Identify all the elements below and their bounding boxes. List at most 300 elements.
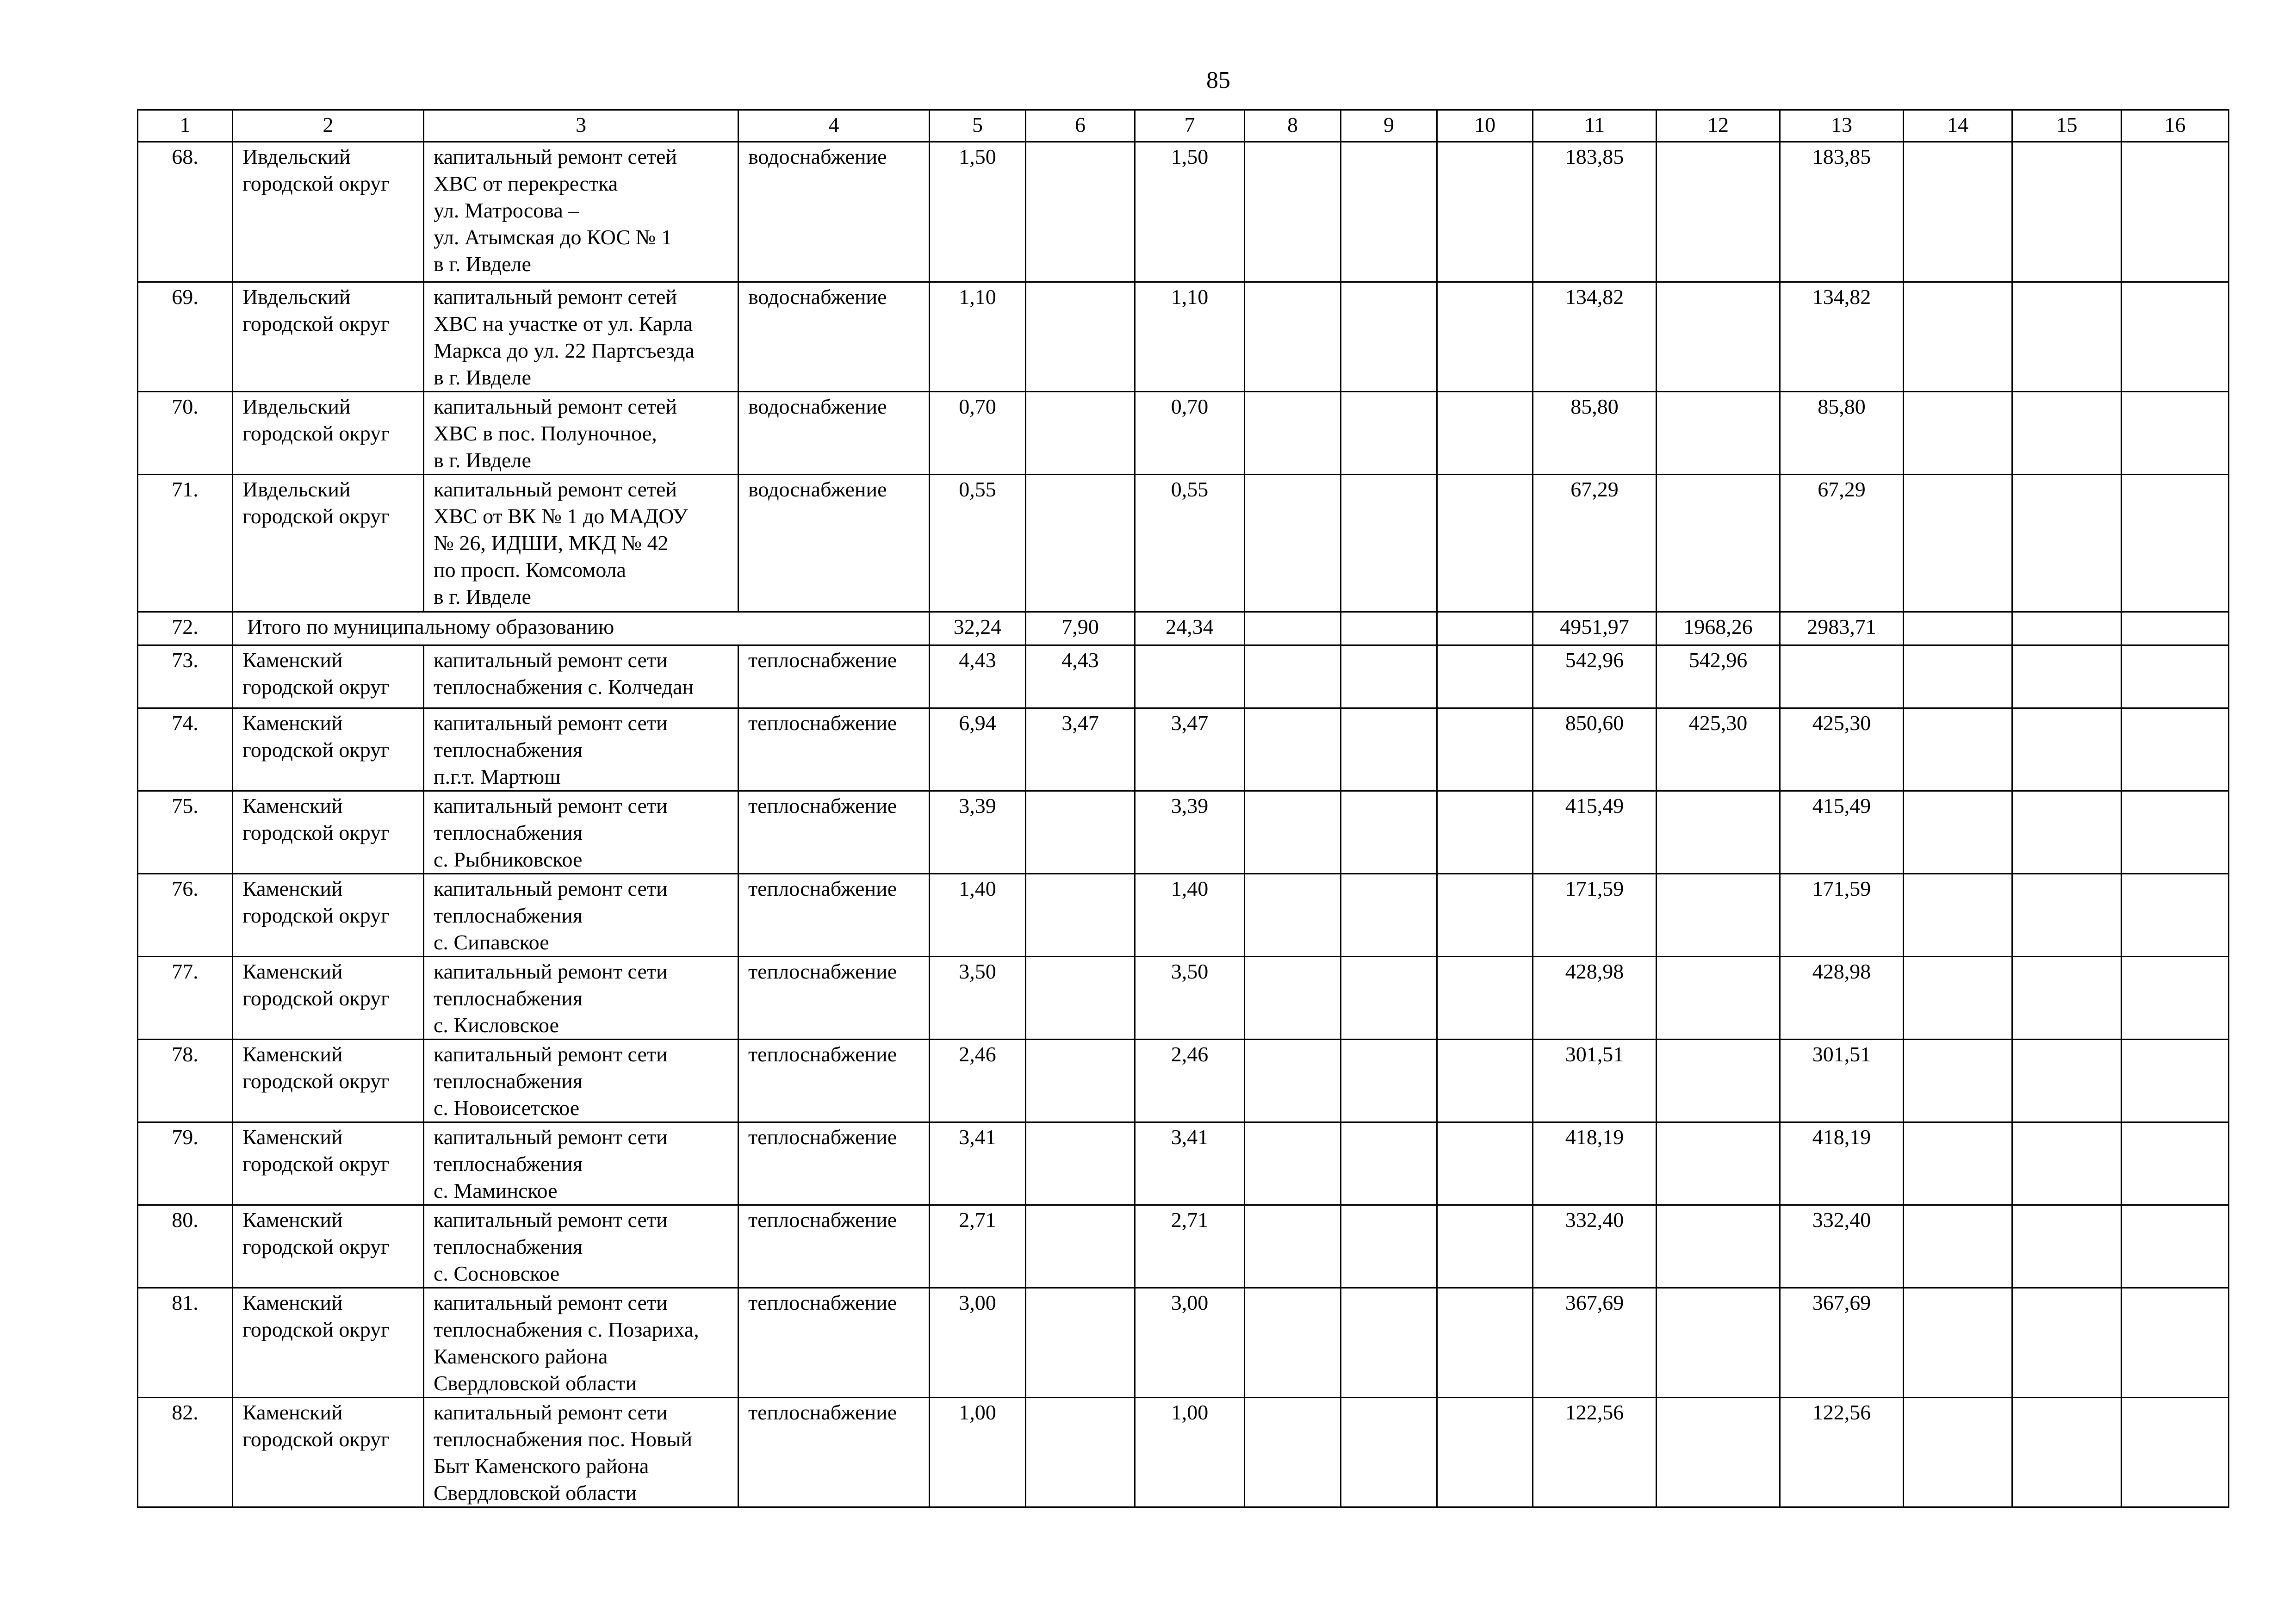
column-header: 1 <box>138 110 233 142</box>
utility-type: водоснабжение <box>738 282 930 392</box>
value-col-6 <box>1026 142 1135 282</box>
value-col-7 <box>1135 645 1245 708</box>
value-col-12 <box>1657 874 1780 957</box>
value-col-9 <box>1341 1398 1437 1507</box>
value-col-9 <box>1341 612 1437 645</box>
value-col-13: 134,82 <box>1780 282 1904 392</box>
value-col-6 <box>1026 791 1135 874</box>
project-description-line: ХВС на участке от ул. Карла <box>434 312 693 335</box>
municipality <box>233 874 424 957</box>
utility-type: водоснабжение <box>738 475 930 612</box>
municipality <box>233 1288 424 1398</box>
project-description-line: Быт Каменского района <box>434 1454 649 1478</box>
municipality-line: городской округ <box>242 421 390 445</box>
value-col-16 <box>2122 1040 2229 1122</box>
value-col-14 <box>1904 142 2012 282</box>
value-col-15 <box>2012 1040 2122 1122</box>
value-col-8 <box>1245 282 1341 392</box>
value-col-14 <box>1904 1288 2012 1398</box>
value-col-11: 4951,97 <box>1533 612 1657 645</box>
project-description-line: ул. Матросова – <box>434 198 579 222</box>
value-col-16 <box>2122 791 2229 874</box>
value-col-8 <box>1245 1398 1341 1507</box>
project-description-line: капитальный ремонт сети <box>434 877 668 900</box>
project-description-line: капитальный ремонт сети <box>434 1208 668 1232</box>
project-description-line: теплоснабжения с. Позариха, <box>434 1318 699 1341</box>
value-col-15 <box>2012 645 2122 708</box>
project-description-line: с. Сипавское <box>434 930 549 954</box>
project-description <box>424 874 738 957</box>
municipality-line: Каменский <box>242 960 343 983</box>
table-row <box>138 791 2229 874</box>
value-col-15 <box>2012 957 2122 1040</box>
value-col-13 <box>1780 645 1904 708</box>
project-description <box>424 957 738 1040</box>
municipality-line: Каменский <box>242 711 343 735</box>
value-col-6: 4,43 <box>1026 645 1135 708</box>
project-description-line: теплоснабжения <box>434 1152 583 1176</box>
project-description-line: ХВС от ВК № 1 до МАДОУ <box>434 504 688 528</box>
value-col-10 <box>1437 1122 1533 1205</box>
value-col-9 <box>1341 392 1437 475</box>
project-description-line: Свердловской области <box>434 1481 637 1505</box>
municipality-line: Каменский <box>242 877 343 900</box>
row-number: 75. <box>138 791 233 874</box>
value-col-13: 2983,71 <box>1780 612 1904 645</box>
value-col-16 <box>2122 957 2229 1040</box>
municipality-line: Каменский <box>242 648 343 672</box>
project-description-line: капитальный ремонт сети <box>434 1042 668 1066</box>
value-col-8 <box>1245 1040 1341 1122</box>
value-col-8 <box>1245 791 1341 874</box>
value-col-14 <box>1904 645 2012 708</box>
value-col-7: 2,46 <box>1135 1040 1245 1122</box>
column-header: 8 <box>1245 110 1341 142</box>
value-col-15 <box>2012 1205 2122 1288</box>
value-col-9 <box>1341 1040 1437 1122</box>
table-row <box>138 1288 2229 1398</box>
value-col-15 <box>2012 142 2122 282</box>
project-description-line: теплоснабжения <box>434 738 583 762</box>
value-col-12 <box>1657 957 1780 1040</box>
value-col-10 <box>1437 957 1533 1040</box>
municipality-line: Каменский <box>242 1125 343 1149</box>
value-col-9 <box>1341 1288 1437 1398</box>
project-description-line: с. Кисловское <box>434 1013 559 1037</box>
project-description-line: в г. Ивделе <box>434 448 531 472</box>
column-header: 16 <box>2122 110 2229 142</box>
value-col-7: 0,55 <box>1135 475 1245 612</box>
project-description-line: капитальный ремонт сети <box>434 648 668 672</box>
project-description <box>424 282 738 392</box>
municipality-line: городской округ <box>242 675 390 699</box>
municipality-line: городской округ <box>242 504 390 528</box>
value-col-7: 1,50 <box>1135 142 1245 282</box>
value-col-6 <box>1026 1040 1135 1122</box>
value-col-6: 3,47 <box>1026 708 1135 791</box>
value-col-11: 850,60 <box>1533 708 1657 791</box>
table-row <box>138 1122 2229 1205</box>
value-col-13: 418,19 <box>1780 1122 1904 1205</box>
value-col-12 <box>1657 142 1780 282</box>
value-col-5: 32,24 <box>930 612 1026 645</box>
value-col-11: 134,82 <box>1533 282 1657 392</box>
project-description-line: капитальный ремонт сети <box>434 1125 668 1149</box>
value-col-13: 301,51 <box>1780 1040 1904 1122</box>
value-col-8 <box>1245 708 1341 791</box>
row-number: 71. <box>138 475 233 612</box>
column-header: 15 <box>2012 110 2122 142</box>
value-col-14 <box>1904 282 2012 392</box>
value-col-7: 1,10 <box>1135 282 1245 392</box>
utility-type: теплоснабжение <box>738 708 930 791</box>
municipality <box>233 142 424 282</box>
value-col-8 <box>1245 392 1341 475</box>
value-col-14 <box>1904 1040 2012 1122</box>
column-header: 5 <box>930 110 1026 142</box>
value-col-9 <box>1341 791 1437 874</box>
utility-type: теплоснабжение <box>738 874 930 957</box>
row-number: 77. <box>138 957 233 1040</box>
value-col-9 <box>1341 874 1437 957</box>
municipality-line: Ивдельский <box>242 145 351 168</box>
table-row <box>138 874 2229 957</box>
value-col-12 <box>1657 1122 1780 1205</box>
value-col-14 <box>1904 957 2012 1040</box>
project-description-line: ул. Атымская до КОС № 1 <box>434 225 672 249</box>
municipality <box>233 282 424 392</box>
utility-type: теплоснабжение <box>738 1398 930 1507</box>
column-header: 9 <box>1341 110 1437 142</box>
value-col-15 <box>2012 475 2122 612</box>
value-col-11: 67,29 <box>1533 475 1657 612</box>
value-col-7: 1,40 <box>1135 874 1245 957</box>
value-col-10 <box>1437 1205 1533 1288</box>
value-col-13: 425,30 <box>1780 708 1904 791</box>
value-col-16 <box>2122 874 2229 957</box>
project-description-line: по просп. Комсомола <box>434 558 626 582</box>
value-col-13: 67,29 <box>1780 475 1904 612</box>
value-col-8 <box>1245 1205 1341 1288</box>
value-col-12 <box>1657 282 1780 392</box>
value-col-12: 425,30 <box>1657 708 1780 791</box>
project-description <box>424 708 738 791</box>
table-row <box>138 142 2229 282</box>
utility-type: теплоснабжение <box>738 1205 930 1288</box>
project-description-line: капитальный ремонт сети <box>434 794 668 818</box>
value-col-5: 1,50 <box>930 142 1026 282</box>
page-number: 85 <box>1206 67 1230 93</box>
value-col-14 <box>1904 1122 2012 1205</box>
table-row <box>138 957 2229 1040</box>
value-col-11: 428,98 <box>1533 957 1657 1040</box>
value-col-12 <box>1657 475 1780 612</box>
value-col-12: 542,96 <box>1657 645 1780 708</box>
municipality-line: Каменский <box>242 1208 343 1232</box>
value-col-12 <box>1657 791 1780 874</box>
value-col-15 <box>2012 282 2122 392</box>
value-col-6: 7,90 <box>1026 612 1135 645</box>
value-col-9 <box>1341 1122 1437 1205</box>
column-header: 13 <box>1780 110 1904 142</box>
value-col-10 <box>1437 708 1533 791</box>
table-row <box>138 612 2229 645</box>
project-description <box>424 475 738 612</box>
municipality <box>233 1122 424 1205</box>
investment-table <box>137 109 2229 1508</box>
municipality-line: городской округ <box>242 738 390 762</box>
value-col-5: 2,46 <box>930 1040 1026 1122</box>
municipality <box>233 1398 424 1507</box>
value-col-11: 542,96 <box>1533 645 1657 708</box>
project-description-line: ХВС от перекрестка <box>434 172 618 195</box>
municipality-line: городской округ <box>242 986 390 1010</box>
value-col-15 <box>2012 874 2122 957</box>
column-header: 6 <box>1026 110 1135 142</box>
value-col-6 <box>1026 392 1135 475</box>
value-col-12 <box>1657 392 1780 475</box>
table-row <box>138 1205 2229 1288</box>
value-col-7: 3,00 <box>1135 1288 1245 1398</box>
project-description-line: капитальный ремонт сетей <box>434 395 677 418</box>
value-col-5: 0,70 <box>930 392 1026 475</box>
value-col-9 <box>1341 142 1437 282</box>
value-col-16 <box>2122 475 2229 612</box>
value-col-7: 3,47 <box>1135 708 1245 791</box>
column-header: 14 <box>1904 110 2012 142</box>
value-col-9 <box>1341 475 1437 612</box>
municipality <box>233 957 424 1040</box>
value-col-12 <box>1657 1040 1780 1122</box>
total-label: Итого по муниципальному образованию <box>233 612 930 645</box>
project-description-line: в г. Ивделе <box>434 252 531 276</box>
value-col-14 <box>1904 874 2012 957</box>
column-header: 7 <box>1135 110 1245 142</box>
project-description-line: капитальный ремонт сетей <box>434 145 677 168</box>
value-col-5: 1,10 <box>930 282 1026 392</box>
municipality-line: городской округ <box>242 1427 390 1451</box>
municipality-line: Ивдельский <box>242 395 351 418</box>
value-col-14 <box>1904 791 2012 874</box>
project-description-line: капитальный ремонт сетей <box>434 477 677 501</box>
municipality-line: Ивдельский <box>242 285 351 309</box>
value-col-7: 1,00 <box>1135 1398 1245 1507</box>
value-col-5: 3,41 <box>930 1122 1026 1205</box>
column-header: 2 <box>233 110 424 142</box>
value-col-6 <box>1026 957 1135 1040</box>
table-row <box>138 1040 2229 1122</box>
value-col-15 <box>2012 791 2122 874</box>
column-header: 3 <box>424 110 738 142</box>
project-description-line: ХВС в пос. Полуночное, <box>434 421 657 445</box>
project-description-line: в г. Ивделе <box>434 585 531 608</box>
value-col-8 <box>1245 1122 1341 1205</box>
value-col-7: 3,50 <box>1135 957 1245 1040</box>
project-description-line: Маркса до ул. 22 Партсъезда <box>434 339 695 362</box>
value-col-9 <box>1341 645 1437 708</box>
municipality <box>233 1205 424 1288</box>
value-col-13: 85,80 <box>1780 392 1904 475</box>
project-description-line: теплоснабжения <box>434 1235 583 1258</box>
value-col-16 <box>2122 1205 2229 1288</box>
value-col-12 <box>1657 1288 1780 1398</box>
table-row <box>138 645 2229 708</box>
value-col-11: 301,51 <box>1533 1040 1657 1122</box>
project-description-line: с. Рыбниковское <box>434 848 583 871</box>
value-col-15 <box>2012 392 2122 475</box>
row-number: 70. <box>138 392 233 475</box>
value-col-14 <box>1904 475 2012 612</box>
value-col-5: 3,00 <box>930 1288 1026 1398</box>
column-header: 11 <box>1533 110 1657 142</box>
value-col-5: 0,55 <box>930 475 1026 612</box>
value-col-15 <box>2012 612 2122 645</box>
project-description-line: капитальный ремонт сетей <box>434 285 677 309</box>
value-col-6 <box>1026 475 1135 612</box>
value-col-11: 122,56 <box>1533 1398 1657 1507</box>
value-col-5: 6,94 <box>930 708 1026 791</box>
value-col-11: 171,59 <box>1533 874 1657 957</box>
value-col-5: 1,00 <box>930 1398 1026 1507</box>
municipality-line: Каменский <box>242 1291 343 1314</box>
value-col-5: 3,50 <box>930 957 1026 1040</box>
project-description-line: теплоснабжения <box>434 904 583 927</box>
value-col-13: 183,85 <box>1780 142 1904 282</box>
row-number: 76. <box>138 874 233 957</box>
value-col-8 <box>1245 475 1341 612</box>
utility-type: водоснабжение <box>738 392 930 475</box>
row-number: 68. <box>138 142 233 282</box>
project-description-line: капитальный ремонт сети <box>434 711 668 735</box>
project-description <box>424 1205 738 1288</box>
project-description <box>424 142 738 282</box>
value-col-7: 3,41 <box>1135 1122 1245 1205</box>
value-col-16 <box>2122 282 2229 392</box>
value-col-11: 183,85 <box>1533 142 1657 282</box>
value-col-10 <box>1437 142 1533 282</box>
table-row <box>138 708 2229 791</box>
value-col-12: 1968,26 <box>1657 612 1780 645</box>
value-col-14 <box>1904 708 2012 791</box>
value-col-6 <box>1026 1398 1135 1507</box>
municipality <box>233 475 424 612</box>
project-description <box>424 1040 738 1122</box>
value-col-16 <box>2122 645 2229 708</box>
municipality-line: Ивдельский <box>242 477 351 501</box>
value-col-5: 3,39 <box>930 791 1026 874</box>
row-number: 73. <box>138 645 233 708</box>
value-col-16 <box>2122 1122 2229 1205</box>
utility-type: теплоснабжение <box>738 1288 930 1398</box>
project-description-line: п.г.т. Мартюш <box>434 765 561 788</box>
municipality-line: городской округ <box>242 821 390 844</box>
value-col-14 <box>1904 1205 2012 1288</box>
utility-type: водоснабжение <box>738 142 930 282</box>
value-col-8 <box>1245 1288 1341 1398</box>
row-number: 74. <box>138 708 233 791</box>
value-col-8 <box>1245 612 1341 645</box>
row-number: 81. <box>138 1288 233 1398</box>
value-col-5: 1,40 <box>930 874 1026 957</box>
row-number: 69. <box>138 282 233 392</box>
value-col-12 <box>1657 1205 1780 1288</box>
value-col-8 <box>1245 874 1341 957</box>
value-col-10 <box>1437 1398 1533 1507</box>
project-description-line: теплоснабжения с. Колчедан <box>434 675 694 699</box>
utility-type: теплоснабжение <box>738 957 930 1040</box>
value-col-15 <box>2012 1122 2122 1205</box>
project-description-line: Каменского района <box>434 1344 608 1368</box>
column-number-row <box>138 110 2229 142</box>
value-col-10 <box>1437 1040 1533 1122</box>
value-col-15 <box>2012 1398 2122 1507</box>
value-col-9 <box>1341 708 1437 791</box>
project-description <box>424 1398 738 1507</box>
value-col-10 <box>1437 645 1533 708</box>
project-description-line: теплоснабжения пос. Новый <box>434 1427 693 1451</box>
value-col-10 <box>1437 1288 1533 1398</box>
project-description <box>424 1288 738 1398</box>
municipality <box>233 791 424 874</box>
municipality-line: городской округ <box>242 1235 390 1258</box>
value-col-16 <box>2122 708 2229 791</box>
project-description-line: № 26, ИДШИ, МКД № 42 <box>434 531 669 555</box>
utility-type: теплоснабжение <box>738 1122 930 1205</box>
value-col-13: 332,40 <box>1780 1205 1904 1288</box>
value-col-8 <box>1245 957 1341 1040</box>
value-col-6 <box>1026 1205 1135 1288</box>
column-header: 12 <box>1657 110 1780 142</box>
municipality-line: городской округ <box>242 904 390 927</box>
municipality <box>233 392 424 475</box>
municipality <box>233 645 424 708</box>
row-number: 79. <box>138 1122 233 1205</box>
value-col-10 <box>1437 282 1533 392</box>
value-col-7: 3,39 <box>1135 791 1245 874</box>
project-description <box>424 791 738 874</box>
table-row <box>138 282 2229 392</box>
utility-type: теплоснабжение <box>738 791 930 874</box>
project-description-line: теплоснабжения <box>434 986 583 1010</box>
value-col-10 <box>1437 612 1533 645</box>
project-description-line: теплоснабжения <box>434 1069 583 1093</box>
table-row <box>138 475 2229 612</box>
value-col-11: 85,80 <box>1533 392 1657 475</box>
value-col-16 <box>2122 1398 2229 1507</box>
column-header: 10 <box>1437 110 1533 142</box>
value-col-10 <box>1437 791 1533 874</box>
value-col-13: 367,69 <box>1780 1288 1904 1398</box>
municipality-line: Каменский <box>242 1042 343 1066</box>
project-description-line: с. Сосновское <box>434 1262 560 1285</box>
row-number: 80. <box>138 1205 233 1288</box>
municipality <box>233 1040 424 1122</box>
utility-type: теплоснабжение <box>738 1040 930 1122</box>
municipality-line: городской округ <box>242 1318 390 1341</box>
project-description <box>424 645 738 708</box>
project-description-line: Свердловской области <box>434 1371 637 1395</box>
municipality-line: городской округ <box>242 312 390 335</box>
project-description-line: капитальный ремонт сети <box>434 960 668 983</box>
project-description-line: с. Маминское <box>434 1179 558 1202</box>
value-col-9 <box>1341 957 1437 1040</box>
municipality-line: Каменский <box>242 794 343 818</box>
value-col-16 <box>2122 142 2229 282</box>
value-col-15 <box>2012 708 2122 791</box>
value-col-11: 332,40 <box>1533 1205 1657 1288</box>
value-col-13: 415,49 <box>1780 791 1904 874</box>
value-col-5: 2,71 <box>930 1205 1026 1288</box>
